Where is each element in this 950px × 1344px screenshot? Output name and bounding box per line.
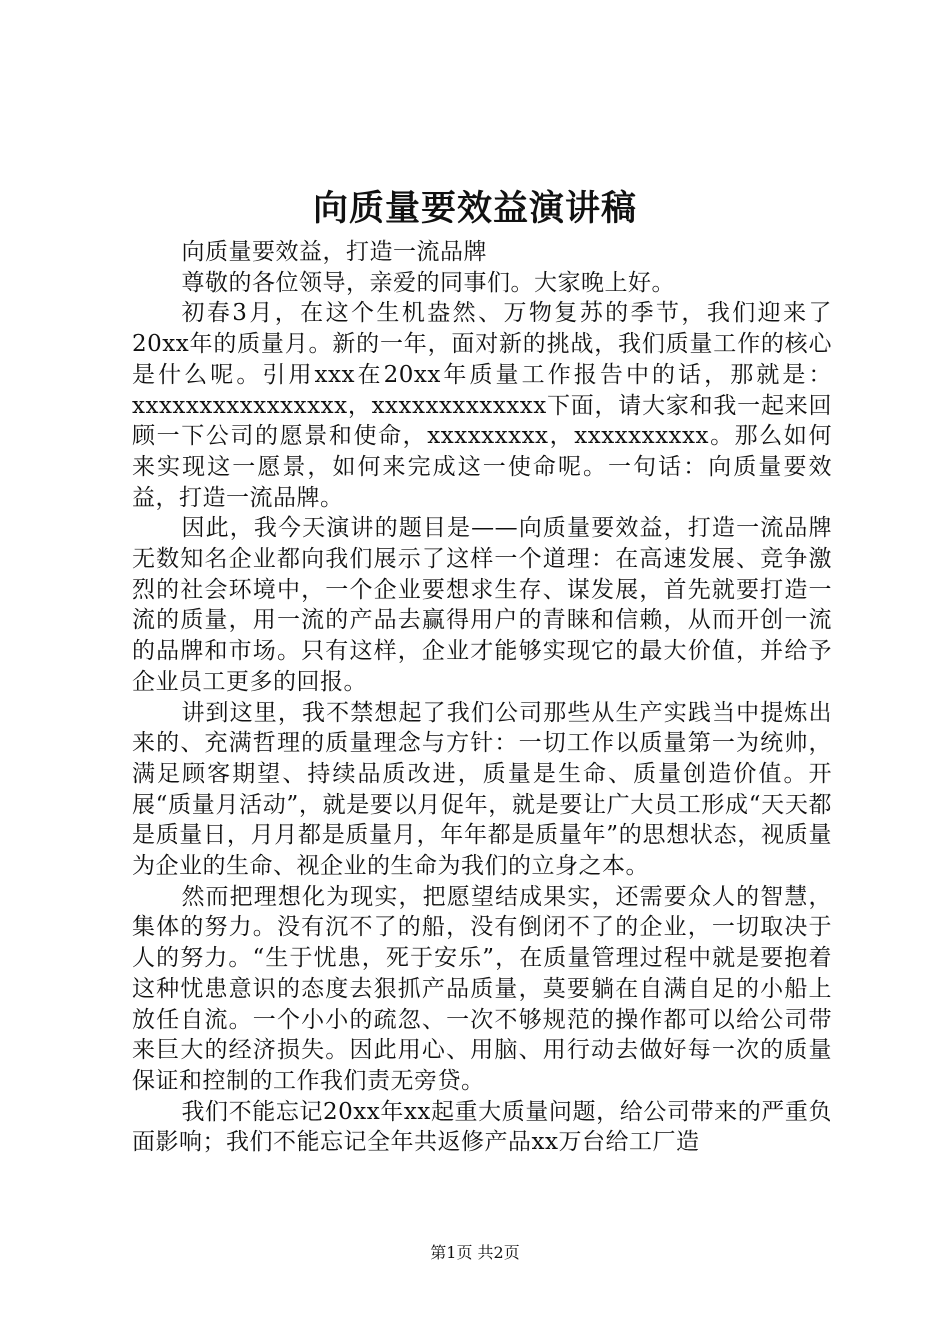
paragraph-greeting: 尊敬的各位领导，亲爱的同事们。大家晚上好。 xyxy=(181,269,675,296)
document-title: 向质量要效益演讲稿 xyxy=(312,188,637,229)
paragraph: 初春3月，在这个生机盎然、万物复苏的季节，我们迎来了20xx年的质量月。新的一年，面对新的挑战，我们质量工作的核心是什么呢。引用xxx在20xx年质量工作报告中的话，那就是：xxxxxxxxxxxxxxxx，xxxxxxxxxxxxx下面，请大家和我一起来回顾一下公司的愿景和使命，xxxxxxxxx，xxxxxxxxxx。那么如何来实现这一愿景，如何来完成这一使命呢。一句话：向质量要效益，打造一流品牌。 xyxy=(132,300,832,511)
paragraph-subtitle: 向质量要效益，打造一流品牌 xyxy=(181,239,487,265)
paragraph: 我们不能忘记20xx年xx起重大质量问题，给公司带来的严重负面影响；我们不能忘记全年共返修产品xx万台给工厂造 xyxy=(132,1098,832,1156)
paragraph: 因此，我今天演讲的题目是——向质量要效益，打造一流品牌无数知名企业都向我们展示了这样一个道理：在高速发展、竞争激烈的社会环境中，一个企业要想求生存、谋发展，首先就要打造一流的质量，用一流的产品去赢得用户的青睐和信赖，从而开创一流的品牌和市场。只有这样，企业才能够实现它的最大价值，并给予企业员工更多的回报。 xyxy=(132,515,832,695)
paragraph: 然而把理想化为现实，把愿望结成果实，还需要众人的智慧，集体的努力。没有沉不了的船，没有倒闭不了的企业，一切取决于人的努力。“生于忧患，死于安乐”，在质量管理过程中就是要抱着这种忧患意识的态度去狠抓产品质量，莫要躺在自满自足的小船上放任自流。一个小小的疏忽、一次不够规范的操作都可以给公司带来巨大的经济损失。因此用心、用脑、用行动去做好每一次的质量保证和控制的工作我们责无旁贷。 xyxy=(132,883,832,1094)
page-footer: 第1页 共2页 xyxy=(430,1243,520,1262)
paragraph: 讲到这里，我不禁想起了我们公司那些从生产实践当中提炼出来的、充满哲理的质量理念与方针：一切工作以质量第一为统帅，满足顾客期望、持续品质改进，质量是生命、质量创造价值。开展“质量月活动”，就是要以月促年，就是要让广大员工形成“天天都是质量日，月月都是质量月，年年都是质量年”的思想状态，视质量为企业的生命、视企业的生命为我们的立身之本。 xyxy=(132,699,832,880)
document-body xyxy=(132,237,832,1158)
